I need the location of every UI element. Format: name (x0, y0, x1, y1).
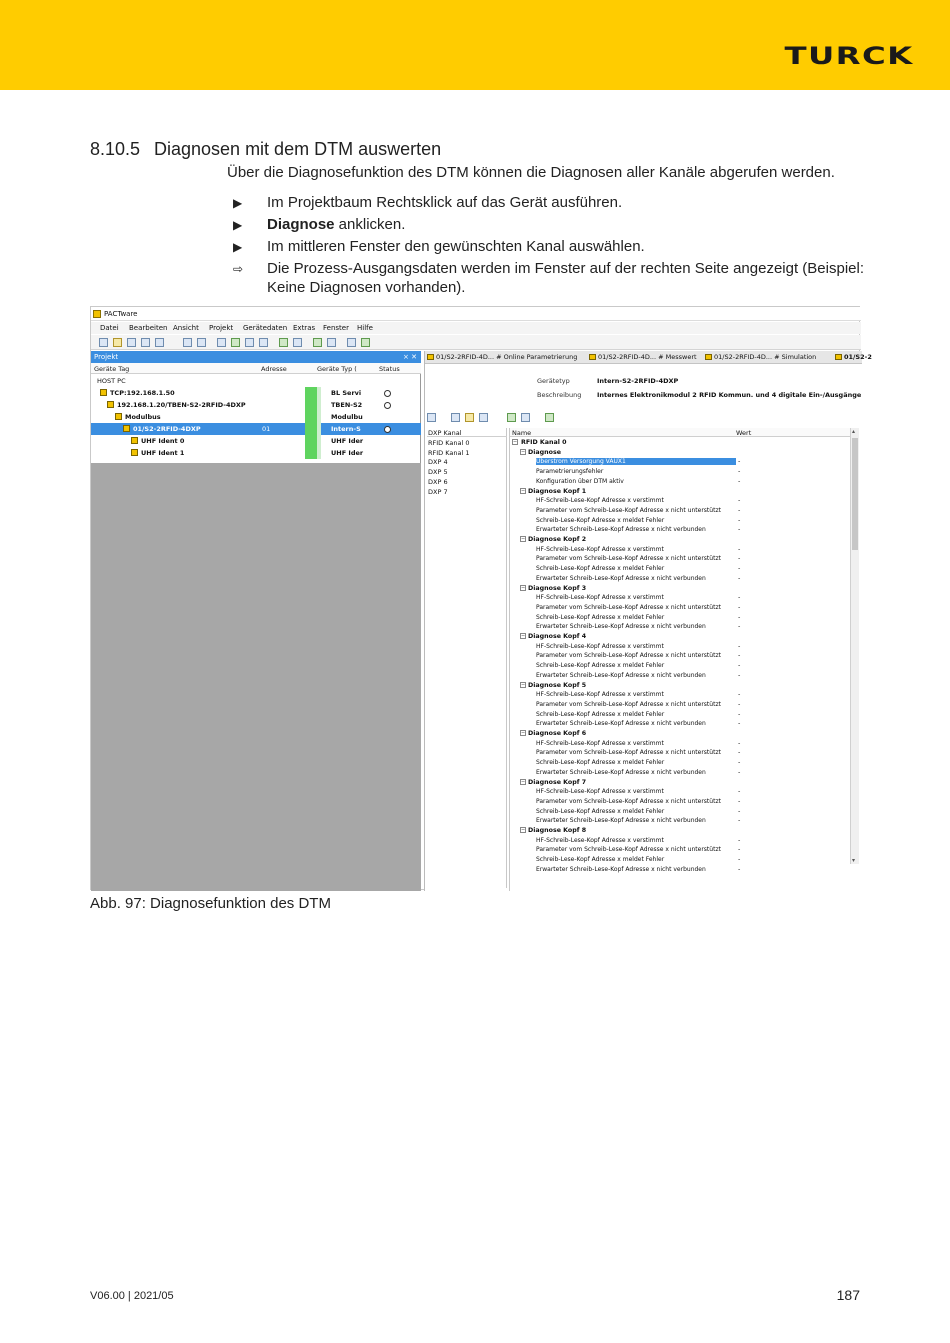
device-info-key: Beschreibung (537, 391, 582, 399)
tab-dtm[interactable] (705, 353, 816, 361)
diagnosis-name: Parameter vom Schreib-Lese-Kopf Adresse x nicht unterstützt (536, 603, 721, 611)
triangle-bullet-icon: ▶ (233, 240, 243, 254)
diagnosis-name: Schreib-Lese-Kopf Adresse x meldet Fehler (536, 710, 665, 718)
diagnosis-value: - (738, 651, 741, 660)
collapse-toggle-icon[interactable]: − (521, 633, 526, 639)
diagnosis-name: Parameter vom Schreib-Lese-Kopf Adresse x nicht unterstützt (536, 506, 721, 514)
diagnosis-name: Parameter vom Schreib-Lese-Kopf Adresse x nicht unterstützt (536, 797, 721, 805)
list-icon[interactable] (361, 338, 370, 347)
diagnosis-name: Erwarteter Schreib-Lese-Kopf Adresse x nicht verbunden (536, 574, 706, 582)
disconnect-icon[interactable] (197, 338, 206, 347)
turck-logo: TURCK (784, 42, 914, 70)
project-tree-row[interactable] (91, 435, 421, 447)
diagnosis-row[interactable] (510, 661, 850, 671)
project-panel (91, 351, 421, 891)
status-circle-icon (384, 426, 391, 433)
diagnosis-row[interactable] (510, 807, 850, 817)
refresh-icon[interactable] (545, 413, 554, 422)
menu-item-gerätedaten[interactable]: Gerätedaten (243, 324, 288, 332)
diagnosis-row[interactable] (510, 855, 850, 865)
diagnosis-name: Schreib-Lese-Kopf Adresse x meldet Fehler (536, 807, 665, 815)
diagnosis-name: Konfiguration über DTM aktiv (536, 477, 624, 485)
device-tag: 192.168.1.20/TBEN-S2-2RFID-4DXP (117, 401, 246, 409)
diagnosis-value: - (738, 612, 741, 621)
diagnosis-value: - (738, 796, 741, 805)
diagnosis-row[interactable] (510, 758, 850, 768)
diagnosis-value: - (738, 816, 741, 825)
diagnosis-row[interactable] (510, 535, 850, 545)
menu-item-fenster[interactable]: Fenster (323, 324, 349, 332)
diagnosis-row[interactable] (510, 545, 850, 555)
collapse-toggle-icon[interactable]: − (521, 827, 526, 833)
menu-item-bearbeiten[interactable]: Bearbeiten (129, 324, 168, 332)
step-text: Die Prozess-Ausgangsdaten werden im Fenster auf der rechten Seite angezeigt (Beispiel: Keine Diagnosen vorhanden). (267, 260, 864, 296)
device-tag: 01/S2-2RFID-4DXP (133, 425, 201, 433)
step-text: anklicken. (334, 216, 406, 233)
device-tag: UHF Ident 0 (141, 437, 185, 445)
link-icon (317, 423, 321, 435)
channel-item[interactable]: DXP 4 (428, 458, 448, 467)
triangle-bullet-icon: ▶ (233, 218, 243, 232)
diagnosis-row[interactable] (510, 768, 850, 778)
tab-label: 01/S2-2RFID-4D... # Simulation (714, 353, 817, 361)
diagnosis-row[interactable] (510, 845, 850, 855)
device-address: 01 (262, 425, 271, 433)
diagnosis-row[interactable] (510, 574, 850, 584)
menu-item-hilfe[interactable]: Hilfe (357, 324, 373, 332)
print-icon[interactable] (141, 338, 150, 347)
project-tree-row[interactable] (91, 387, 421, 399)
menu-item-extras[interactable]: Extras (293, 324, 316, 332)
device-tag: UHF Ident 1 (141, 449, 185, 457)
diagnosis-name: Diagnose Kopf 1 (528, 487, 587, 495)
device-info-key: Gerätetyp (537, 377, 570, 385)
diagnosis-row[interactable] (510, 719, 850, 729)
connection-status-icon (305, 387, 317, 399)
help-icon[interactable] (465, 413, 474, 422)
col-geraete-typ[interactable]: Geräte Typ ( (317, 365, 357, 373)
scroll-up-icon[interactable]: ▴ (852, 428, 856, 435)
collapse-toggle-icon[interactable]: − (513, 439, 518, 445)
diagnosis-row[interactable] (510, 700, 850, 710)
open-file-icon[interactable] (113, 338, 122, 347)
diagnosis-row[interactable] (510, 710, 850, 720)
diagnosis-name: Diagnose Kopf 7 (528, 778, 587, 786)
diagnosis-row[interactable] (510, 836, 850, 846)
menu-item-projekt[interactable]: Projekt (209, 324, 234, 332)
diagnosis-row[interactable] (510, 816, 850, 826)
preview-icon[interactable] (155, 338, 164, 347)
diagnosis-name: Schreib-Lese-Kopf Adresse x meldet Fehler (536, 662, 665, 670)
diagnosis-scrollbar[interactable] (850, 428, 859, 864)
step-text: Im mittleren Fenster den gewünschten Kanal auswählen. (267, 238, 645, 255)
diagnosis-row[interactable] (510, 690, 850, 700)
device-icon (115, 413, 122, 420)
diagnosis-row[interactable] (510, 651, 850, 661)
diagnosis-row[interactable] (510, 778, 850, 788)
diagnosis-row[interactable] (510, 496, 850, 506)
diagnosis-row[interactable] (510, 797, 850, 807)
diagnosis-row[interactable] (510, 438, 850, 448)
diagnosis-grid-header (510, 428, 850, 437)
connection-status-icon (305, 447, 317, 459)
collapse-toggle-icon[interactable]: − (521, 536, 526, 542)
diagnosis-name: Parameter vom Schreib-Lese-Kopf Adresse x nicht unterstützt (536, 749, 721, 757)
diagnosis-value: - (738, 855, 741, 864)
diagnosis-row[interactable] (510, 506, 850, 516)
diagnosis-name: Diagnose Kopf 2 (528, 536, 587, 543)
diagnosis-row[interactable] (510, 826, 850, 836)
project-tree-row[interactable] (91, 375, 421, 387)
diagnosis-name: Erwarteter Schreib-Lese-Kopf Adresse x nicht verbunden (536, 720, 706, 728)
antenna-icon (131, 449, 138, 456)
device-tag: Modulbus (125, 413, 161, 421)
pactware-app-icon (93, 310, 101, 318)
device-info-value: Intern-S2-2RFID-4DXP (597, 377, 679, 385)
step-item (233, 193, 873, 212)
diagnosis-value: - (738, 738, 741, 747)
info-icon[interactable] (347, 338, 356, 347)
diagnosis-name: HF-Schreib-Lese-Kopf Adresse x verstimmt (536, 545, 664, 553)
diagnosis-name: HF-Schreib-Lese-Kopf Adresse x verstimmt (536, 788, 664, 796)
status-circle-icon (384, 390, 391, 397)
dtm-tab-icon (427, 354, 434, 360)
diagnosis-value: - (738, 515, 741, 524)
diagnosis-name: Parametrierungsfehler (536, 468, 604, 476)
header-band (0, 0, 950, 90)
diagnosis-name: Parameter vom Schreib-Lese-Kopf Adresse x nicht unterstützt (536, 700, 721, 708)
device-type: Modulbu (331, 413, 363, 421)
catalog-icon[interactable] (217, 338, 226, 347)
diagnosis-value: - (738, 806, 741, 815)
diagnosis-name: HF-Schreib-Lese-Kopf Adresse x verstimmt (536, 497, 664, 505)
diagnosis-name: Diagnose Kopf 3 (528, 584, 587, 592)
diagnosis-name: Erwarteter Schreib-Lese-Kopf Adresse x nicht verbunden (536, 817, 706, 825)
diagnosis-row[interactable] (510, 603, 850, 613)
connection-status-icon (305, 423, 317, 435)
antenna-icon (131, 437, 138, 444)
diagnosis-value: - (738, 845, 741, 854)
link-icon (317, 435, 321, 447)
footer-version: V06.00 | 2021/05 (90, 1290, 174, 1302)
diagnosis-name: Erwarteter Schreib-Lese-Kopf Adresse x nicht verbunden (536, 526, 706, 534)
diagnosis-name: HF-Schreib-Lese-Kopf Adresse x verstimmt (536, 836, 664, 844)
tab-label: 01/S2-2 (844, 353, 872, 361)
online-icon[interactable] (313, 338, 322, 347)
device-type: UHF Ider (331, 437, 364, 445)
diagnosis-value: - (738, 573, 741, 582)
view-detail-icon[interactable] (451, 413, 460, 422)
diagnosis-value: - (738, 525, 741, 534)
step-list (233, 193, 873, 300)
diagnosis-name: Schreib-Lese-Kopf Adresse x meldet Fehler (536, 759, 665, 767)
scroll-thumb[interactable] (852, 438, 858, 550)
diagnosis-name: Diagnose Kopf 6 (528, 730, 587, 737)
project-panel-header (91, 351, 421, 363)
diagnosis-value: - (738, 593, 741, 602)
download-icon[interactable] (293, 338, 302, 347)
menu-bar (91, 322, 861, 334)
measure-icon[interactable] (245, 338, 254, 347)
diagnosis-row[interactable] (510, 642, 850, 652)
channel-list (427, 428, 507, 888)
device-tag: TCP:192.168.1.50 (110, 389, 175, 397)
diagnosis-row[interactable] (510, 525, 850, 535)
collapse-toggle-icon[interactable]: − (521, 448, 526, 455)
col-name[interactable]: Name (512, 429, 532, 437)
device-info (425, 365, 862, 405)
diagnosis-value: - (738, 787, 741, 796)
diagnosis-value: - (738, 719, 741, 728)
diagnosis-name: Erwarteter Schreib-Lese-Kopf Adresse x nicht verbunden (536, 768, 706, 776)
diagnosis-name: Erwarteter Schreib-Lese-Kopf Adresse x nicht verbunden (536, 671, 706, 679)
collapse-toggle-icon[interactable]: − (521, 584, 526, 591)
link-icon (317, 411, 321, 423)
project-tree-row[interactable] (91, 447, 421, 459)
diagnosis-value: - (738, 467, 741, 476)
diagnosis-row[interactable] (510, 865, 850, 875)
device-type: Intern-S (331, 425, 361, 433)
link-icon (317, 399, 321, 411)
triangle-bullet-icon: ▶ (233, 196, 243, 210)
diagnosis-value: - (738, 554, 741, 563)
section-number: 8.10.5 (90, 139, 141, 159)
diagnosis-row[interactable] (510, 487, 850, 497)
diagnosis-row[interactable] (510, 516, 850, 526)
connection-status-icon (305, 399, 317, 411)
diagnosis-name: Parameter vom Schreib-Lese-Kopf Adresse x nicht unterstützt (536, 846, 721, 854)
diagnosis-row[interactable] (510, 739, 850, 749)
device-tag: HOST PC (97, 377, 126, 385)
dtm-tab-icon (589, 354, 596, 360)
step-item (233, 215, 873, 234)
diagnosis-value: - (738, 622, 741, 631)
scroll-down-icon[interactable]: ▾ (852, 857, 856, 864)
device-icon (100, 389, 107, 396)
diagnosis-value: - (738, 670, 741, 679)
collapse-toggle-icon[interactable]: − (521, 487, 526, 494)
dtm-tab-icon (835, 354, 842, 360)
diagnosis-name: Diagnose Kopf 4 (528, 633, 587, 640)
intro-text: Über die Diagnosefunktion des DTM können die Diagnosen aller Kanäle abgerufen werden. (227, 164, 835, 181)
diagnosis-value: - (738, 505, 741, 514)
diagnosis-name: Diagnose Kopf 5 (528, 681, 587, 689)
diagnosis-value: - (738, 864, 741, 873)
diagnosis-row[interactable] (510, 554, 850, 564)
menu-item-ansicht[interactable]: Ansicht (173, 324, 199, 332)
col-geraete-tag[interactable]: Geräte Tag (94, 365, 130, 373)
diagnosis-value: - (738, 641, 741, 650)
step-item (233, 237, 873, 256)
diagnosis-value: - (738, 748, 741, 757)
diagnosis-name: Schreib-Lese-Kopf Adresse x meldet Fehler (536, 613, 665, 621)
project-tree-row[interactable] (91, 411, 421, 423)
link-icon (317, 447, 321, 459)
offline-icon[interactable] (327, 338, 336, 347)
diagnosis-row[interactable] (510, 613, 850, 623)
device-icon (123, 425, 130, 432)
diagnosis-row[interactable] (510, 681, 850, 691)
diagnosis-name: Parameter vom Schreib-Lese-Kopf Adresse x nicht unterstützt (536, 555, 721, 563)
result-arrow-icon: ⇨ (233, 262, 244, 276)
project-tree-row[interactable] (91, 423, 421, 435)
diagnosis-row[interactable] (510, 593, 850, 603)
col-status[interactable]: Status (379, 365, 400, 373)
connect-icon[interactable] (507, 413, 516, 422)
section-title (90, 139, 441, 160)
diagnosis-value: - (738, 709, 741, 718)
diagnosis-name: Diagnose (528, 448, 561, 456)
connect-icon[interactable] (183, 338, 192, 347)
project-panel-close-icon[interactable]: × ✕ (403, 353, 417, 361)
diagnosis-grid (509, 428, 859, 891)
col-adresse[interactable]: Adresse (261, 365, 287, 373)
diagnosis-row[interactable] (510, 564, 850, 574)
diagnosis-row[interactable] (510, 622, 850, 632)
connection-status-icon (305, 435, 317, 447)
dtm-tab-icon (705, 354, 712, 360)
diagnosis-name: RFID Kanal 0 (521, 439, 567, 446)
diagnosis-name: Überstrom Versorgung VAUX1 (536, 458, 736, 465)
tab-label: 01/S2-2RFID-4D... # Messwert (598, 353, 697, 361)
tab-dtm[interactable] (427, 353, 577, 361)
step-bold-term: Diagnose (267, 216, 335, 233)
link-icon (317, 387, 321, 399)
step-text: Im Projektbaum Rechtsklick auf das Gerät ausführen. (267, 194, 623, 211)
diagnosis-row[interactable] (510, 477, 850, 487)
diagnosis-row[interactable] (510, 584, 850, 594)
collapse-toggle-icon[interactable]: − (521, 730, 526, 736)
section-heading: Diagnosen mit dem DTM auswerten (154, 139, 442, 159)
diagnosis-name: HF-Schreib-Lese-Kopf Adresse x verstimmt (536, 739, 664, 747)
diagnosis-row[interactable] (510, 671, 850, 681)
col-wert[interactable]: Wert (736, 429, 752, 437)
collapse-toggle-icon[interactable]: − (521, 778, 526, 785)
dtm-tab-bar (425, 351, 872, 364)
diagnosis-row[interactable] (510, 729, 850, 739)
save-icon[interactable] (127, 338, 136, 347)
simulate-icon[interactable] (259, 338, 268, 347)
tab-dtm[interactable] (835, 353, 872, 361)
diagnosis-name: Schreib-Lese-Kopf Adresse x meldet Fehler (536, 565, 665, 573)
diagnosis-value: - (738, 699, 741, 708)
diagnosis-row[interactable] (510, 787, 850, 797)
diagnosis-value: - (738, 835, 741, 844)
pactware-screenshot (90, 306, 872, 890)
device-icon (107, 401, 114, 408)
channel-item[interactable]: DXP 6 (428, 478, 448, 486)
diagnosis-name: Schreib-Lese-Kopf Adresse x meldet Fehler (536, 516, 665, 524)
channel-item[interactable]: DXP 5 (428, 468, 448, 477)
diagnosis-value: - (738, 496, 741, 505)
figure-caption: Abb. 97: Diagnosefunktion des DTM (90, 895, 331, 912)
project-tree-column-header (91, 363, 421, 374)
diagnosis-name: Schreib-Lese-Kopf Adresse x meldet Fehler (536, 856, 665, 864)
tab-dtm[interactable] (589, 353, 697, 361)
diagnosis-value: - (738, 457, 741, 466)
diagnosis-name: Diagnose Kopf 8 (528, 827, 587, 834)
diagnosis-row[interactable] (510, 467, 850, 477)
upload-icon[interactable] (279, 338, 288, 347)
channel-item[interactable]: DXP 7 (428, 487, 448, 496)
menu-item-datei[interactable]: Datei (100, 324, 119, 332)
device-dtm-panel (424, 351, 872, 891)
print-icon[interactable] (479, 413, 488, 422)
diagnosis-value: - (738, 661, 741, 670)
diagnosis-name: Parameter vom Schreib-Lese-Kopf Adresse x nicht unterstützt (536, 652, 721, 660)
channel-item[interactable]: RFID Kanal 1 (428, 448, 470, 457)
window-title: PACTware (104, 310, 138, 318)
diagnosis-value: - (738, 544, 741, 553)
diagnosis-name: Erwarteter Schreib-Lese-Kopf Adresse x nicht verbunden (536, 865, 706, 873)
diagnosis-name: HF-Schreib-Lese-Kopf Adresse x verstimmt (536, 691, 664, 699)
project-tree (91, 363, 421, 463)
diagnosis-row[interactable] (510, 748, 850, 758)
status-circle-icon (384, 402, 391, 409)
device-info-value: Internes Elektronikmodul 2 RFID Kommun. und 4 digitale Ein-/Ausgänge (597, 391, 862, 399)
diagnosis-row[interactable] (510, 448, 850, 458)
diagnosis-row[interactable] (510, 457, 850, 467)
diagnosis-name: HF-Schreib-Lese-Kopf Adresse x verstimmt (536, 594, 664, 602)
diagnosis-value: - (738, 602, 741, 611)
device-type: BL Servi (331, 389, 362, 397)
device-type: UHF Ider (331, 449, 364, 457)
channel-item[interactable]: DXP Kanal (428, 429, 462, 437)
collapse-toggle-icon[interactable]: − (521, 681, 526, 688)
diagnosis-value: - (738, 476, 741, 485)
window-title-bar (91, 307, 861, 321)
topology-icon[interactable] (521, 413, 530, 422)
page-number: 187 (836, 1287, 860, 1303)
toolbar (91, 335, 861, 350)
parameter-icon[interactable] (231, 338, 240, 347)
diagnosis-value: - (738, 767, 741, 776)
diagnosis-name: Erwarteter Schreib-Lese-Kopf Adresse x nicht verbunden (536, 623, 706, 631)
diagnosis-value: - (738, 690, 741, 699)
diagnosis-name: HF-Schreib-Lese-Kopf Adresse x verstimmt (536, 642, 664, 650)
new-file-icon[interactable] (99, 338, 108, 347)
project-tree-row[interactable] (91, 399, 421, 411)
diagnosis-value: - (738, 758, 741, 767)
diagnosis-row[interactable] (510, 632, 850, 642)
project-panel-title: Projekt (94, 353, 119, 361)
view-list-icon[interactable] (427, 413, 436, 422)
device-type: TBEN-S2 (331, 401, 363, 409)
step-item (233, 259, 873, 297)
channel-item[interactable]: RFID Kanal 0 (428, 438, 470, 447)
tab-label: 01/S2-2RFID-4D... # Online Parametrierung (436, 353, 578, 361)
diagnosis-value: - (738, 564, 741, 573)
connection-status-icon (305, 411, 317, 423)
